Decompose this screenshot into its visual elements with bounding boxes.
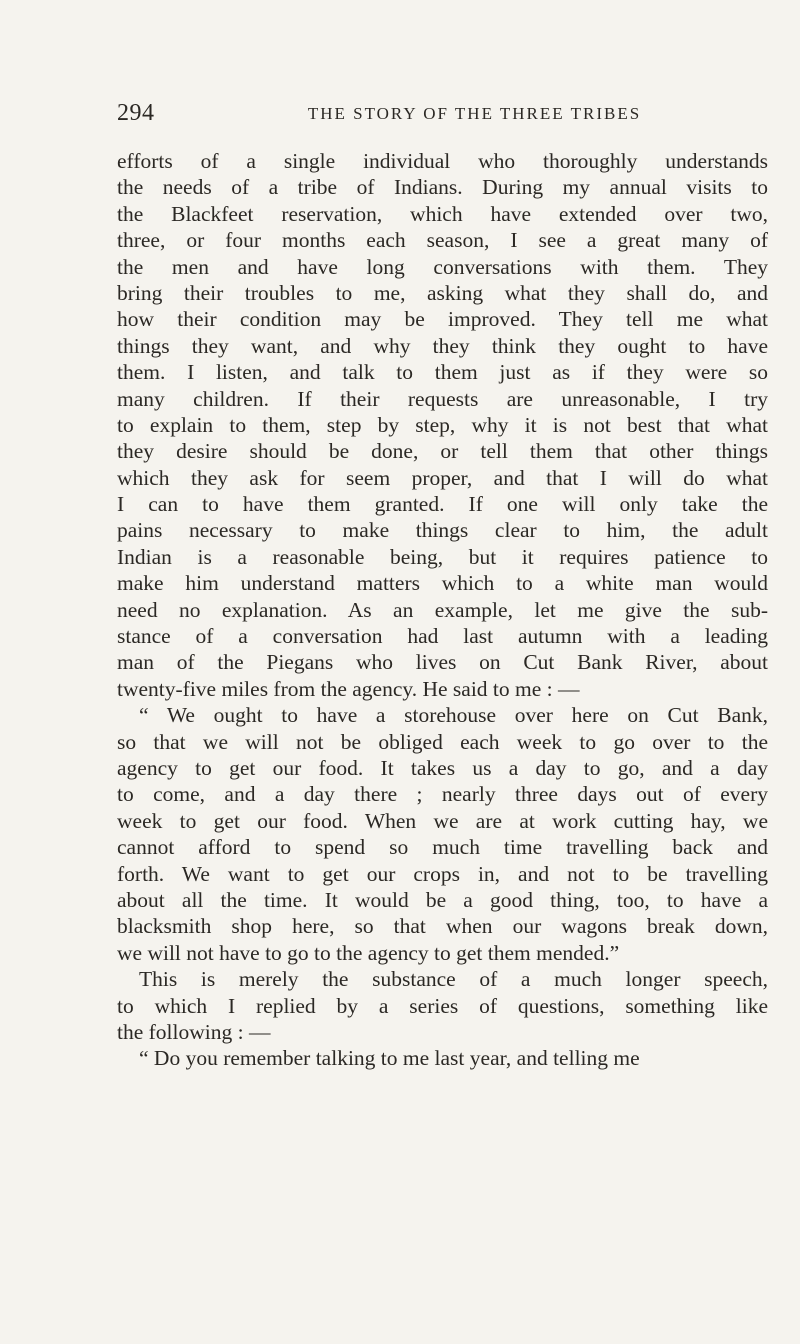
page-header: [117, 100, 757, 140]
text-line: blacksmith shop here, so that when our wagons break down,: [117, 914, 768, 939]
text-line: to explain to them, step by step, why it is not best that what: [117, 412, 768, 437]
text-line: bring their troubles to me, asking what they shall do, and: [117, 280, 768, 305]
text-line: how their condition may be improved. They tell me what: [117, 307, 768, 332]
text-line: we will not have to go to the agency to get them mended.”: [117, 940, 620, 965]
text-line: week to get our food. When we are at work cutting hay, we: [117, 808, 768, 833]
text-line: three, or four months each season, I see a great many of: [117, 228, 768, 253]
text-line: the Blackfeet reservation, which have extended over two,: [117, 201, 768, 226]
text-line: I can to have them granted. If one will only take the: [117, 492, 768, 517]
text-line: twenty-five miles from the agency. He said to me : —: [117, 676, 580, 701]
text-line: so that we will not be obliged each week to go over to the: [117, 729, 768, 754]
text-line: many children. If their requests are unreasonable, I try: [117, 386, 768, 411]
page-number: 294: [117, 100, 155, 126]
text-line: the needs of a tribe of Indians. During my annual visits to: [117, 175, 768, 200]
text-line: forth. We want to get our crops in, and not to be travelling: [117, 861, 768, 886]
text-line: This is merely the substance of a much longer speech,: [139, 967, 768, 992]
text-line: to come, and a day there ; nearly three days out of every: [117, 782, 768, 807]
text-line: about all the time. It would be a good thing, too, to have a: [117, 887, 768, 912]
text-line: agency to get our food. It takes us a day to go, and a day: [117, 755, 768, 780]
running-head: THE STORY OF THE THREE TRIBES: [307, 104, 642, 123]
text-line: pains necessary to make things clear to him, the adult: [117, 518, 768, 543]
body-text: [117, 148, 768, 1072]
text-line: man of the Piegans who lives on Cut Bank River, about: [117, 650, 768, 675]
text-line: them. I listen, and talk to them just as if they were so: [117, 360, 768, 385]
text-line: things they want, and why they think they ought to have: [117, 333, 768, 358]
text-line: make him understand matters which to a white man would: [117, 571, 768, 596]
text-line: “ Do you remember talking to me last year, and telling me: [139, 1046, 640, 1071]
text-line: cannot afford to spend so much time travelling back and: [117, 835, 768, 860]
text-line: they desire should be done, or tell them that other things: [117, 439, 768, 464]
text-line: Indian is a reasonable being, but it requires patience to: [117, 544, 768, 569]
text-line: to which I replied by a series of questions, something like: [117, 993, 768, 1018]
text-line: the men and have long conversations with them. They: [117, 254, 768, 279]
text-line: the following : —: [117, 1019, 271, 1044]
text-line: need no explanation. As an example, let me give the sub-: [117, 597, 768, 622]
text-line: which they ask for seem proper, and that I will do what: [117, 465, 768, 490]
text-line: stance of a conversation had last autumn with a leading: [117, 624, 768, 649]
text-line: efforts of a single individual who thoroughly understands: [117, 149, 768, 173]
text-line: “ We ought to have a storehouse over here on Cut Bank,: [139, 703, 768, 728]
